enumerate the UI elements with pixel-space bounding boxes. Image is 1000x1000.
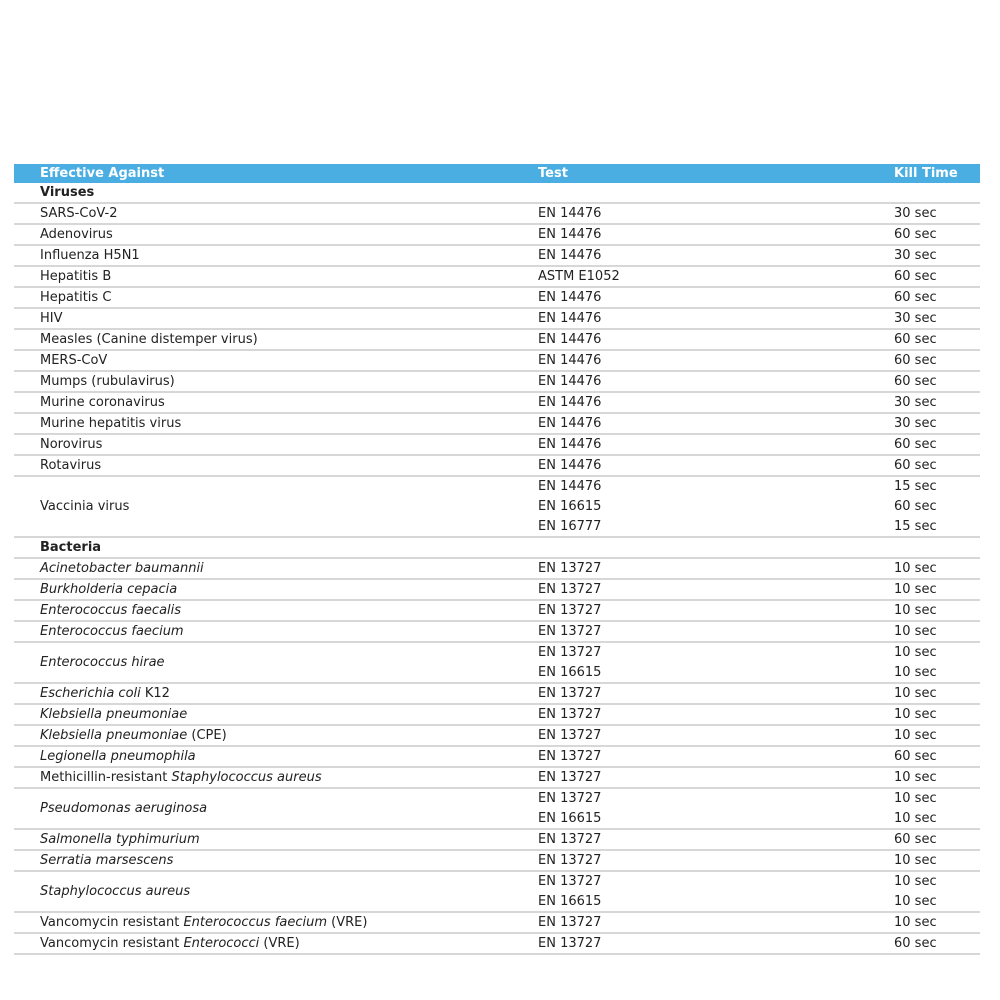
kill-time: 60 sec [894, 289, 937, 305]
test-standard: EN 13727 [538, 769, 602, 785]
section-title: Viruses [40, 185, 95, 200]
table-row [14, 705, 980, 726]
test-standard: EN 14476 [538, 457, 602, 473]
kill-time: 60 sec [894, 935, 937, 951]
kill-time: 10 sec [894, 706, 937, 722]
kill-time: 10 sec [894, 685, 937, 701]
table-row [14, 456, 980, 477]
organism-name: Klebsiella pneumoniae [40, 706, 188, 722]
organism-name: MERS-CoV [40, 352, 108, 368]
organism-name: Murine coronavirus [40, 394, 165, 410]
test-standard: EN 13727 [538, 831, 602, 847]
table-row [14, 267, 980, 288]
kill-time: 15 sec 60 sec 15 sec [894, 478, 937, 534]
organism-name: HIV [40, 310, 63, 326]
test-standard: EN 14476 [538, 247, 602, 263]
table-row [14, 913, 980, 934]
kill-time: 10 sec [894, 769, 937, 785]
organism-name: Enterococcus faecalis [40, 602, 182, 618]
table-row [14, 435, 980, 456]
test-standard: ASTM E1052 [538, 268, 620, 284]
kill-time: 60 sec [894, 226, 937, 242]
organism-name: Enterococcus hirae [40, 654, 165, 670]
organism-name: Influenza H5N1 [40, 247, 140, 263]
header-test: Test [538, 166, 568, 181]
organism-name: Rotavirus [40, 457, 102, 473]
test-standard: EN 13727 [538, 560, 602, 576]
table-row [14, 580, 980, 601]
table-row [14, 789, 980, 830]
test-standard: EN 14476 EN 16615 EN 16777 [538, 478, 602, 534]
table-row [14, 393, 980, 414]
test-standard: EN 13727 [538, 623, 602, 639]
kill-time: 60 sec [894, 352, 937, 368]
kill-time: 10 sec [894, 602, 937, 618]
table-row [14, 477, 980, 538]
kill-time: 10 sec 10 sec [894, 873, 937, 909]
test-standard: EN 13727 [538, 914, 602, 930]
kill-time: 30 sec [894, 394, 937, 410]
kill-time: 10 sec [894, 852, 937, 868]
test-standard: EN 13727 [538, 602, 602, 618]
test-standard: EN 13727 [538, 706, 602, 722]
organism-name: Measles (Canine distemper virus) [40, 331, 258, 347]
test-standard: EN 13727 EN 16615 [538, 873, 602, 909]
table-row [14, 747, 980, 768]
table-row [14, 288, 980, 309]
table-row [14, 330, 980, 351]
test-standard: EN 14476 [538, 331, 602, 347]
organism-name: Escherichia coli K12 [40, 685, 170, 701]
test-standard: EN 13727 EN 16615 [538, 790, 602, 826]
kill-time: 30 sec [894, 205, 937, 221]
table-row [14, 934, 980, 955]
kill-time: 60 sec [894, 373, 937, 389]
kill-time: 10 sec [894, 623, 937, 639]
organism-name: Vancomycin resistant Enterococci (VRE) [40, 935, 300, 951]
table-row [14, 309, 980, 330]
kill-time: 30 sec [894, 247, 937, 263]
table-row [14, 643, 980, 684]
test-standard: EN 14476 [538, 415, 602, 431]
organism-name: Murine hepatitis virus [40, 415, 182, 431]
kill-time: 10 sec [894, 581, 937, 597]
test-standard: EN 13727 [538, 581, 602, 597]
organism-name: Pseudomonas aeruginosa [40, 800, 208, 816]
organism-name: Vaccinia virus [40, 498, 130, 514]
table-row [14, 414, 980, 435]
kill-time: 10 sec 10 sec [894, 644, 937, 680]
test-standard: EN 14476 [538, 310, 602, 326]
header-kill-time: Kill Time [894, 166, 958, 181]
table-row [14, 372, 980, 393]
test-standard: EN 13727 [538, 852, 602, 868]
kill-time: 30 sec [894, 310, 937, 326]
test-standard: EN 13727 [538, 748, 602, 764]
organism-name: SARS-CoV-2 [40, 205, 118, 221]
table-row [14, 351, 980, 372]
test-standard: EN 14476 [538, 226, 602, 242]
organism-name: Legionella pneumophila [40, 748, 196, 764]
organism-name: Salmonella typhimurium [40, 831, 200, 847]
organism-name: Hepatitis C [40, 289, 112, 305]
kill-time: 30 sec [894, 415, 937, 431]
organism-name: Mumps (rubulavirus) [40, 373, 175, 389]
organism-name: Enterococcus faecium [40, 623, 184, 639]
kill-time: 60 sec [894, 831, 937, 847]
organism-name: Burkholderia cepacia [40, 581, 178, 597]
kill-time: 10 sec [894, 560, 937, 576]
efficacy-table [14, 164, 980, 955]
organism-name: Klebsiella pneumoniae (CPE) [40, 727, 227, 743]
kill-time: 10 sec 10 sec [894, 790, 937, 826]
kill-time: 60 sec [894, 331, 937, 347]
section-heading [14, 183, 980, 204]
section-title: Bacteria [40, 540, 102, 555]
table-row [14, 872, 980, 913]
kill-time: 10 sec [894, 914, 937, 930]
header-effective-against: Effective Against [40, 166, 165, 181]
organism-name: Norovirus [40, 436, 103, 452]
section-heading [14, 538, 980, 559]
organism-name: Vancomycin resistant Enterococcus faecium (VRE) [40, 914, 368, 930]
table-row [14, 246, 980, 267]
table-row [14, 830, 980, 851]
table-row [14, 601, 980, 622]
test-standard: EN 14476 [538, 394, 602, 410]
kill-time: 60 sec [894, 436, 937, 452]
table-row [14, 204, 980, 225]
organism-name: Staphylococcus aureus [40, 883, 191, 899]
table-row [14, 622, 980, 643]
table-row [14, 768, 980, 789]
test-standard: EN 14476 [538, 205, 602, 221]
table-row [14, 684, 980, 705]
test-standard: EN 13727 [538, 685, 602, 701]
kill-time: 60 sec [894, 457, 937, 473]
organism-name: Adenovirus [40, 226, 113, 242]
table-row [14, 225, 980, 246]
table-row [14, 559, 980, 580]
organism-name: Methicillin-resistant Staphylococcus aureus [40, 769, 322, 785]
test-standard: EN 14476 [538, 289, 602, 305]
test-standard: EN 13727 [538, 727, 602, 743]
test-standard: EN 14476 [538, 373, 602, 389]
kill-time: 60 sec [894, 748, 937, 764]
table-row [14, 851, 980, 872]
table-row [14, 726, 980, 747]
table-header [14, 164, 980, 183]
test-standard: EN 13727 [538, 935, 602, 951]
organism-name: Acinetobacter baumannii [40, 560, 204, 576]
kill-time: 10 sec [894, 727, 937, 743]
organism-name: Serratia marsescens [40, 852, 174, 868]
organism-name: Hepatitis B [40, 268, 112, 284]
test-standard: EN 14476 [538, 436, 602, 452]
test-standard: EN 13727 EN 16615 [538, 644, 602, 680]
test-standard: EN 14476 [538, 352, 602, 368]
kill-time: 60 sec [894, 268, 937, 284]
table-body [14, 183, 980, 955]
